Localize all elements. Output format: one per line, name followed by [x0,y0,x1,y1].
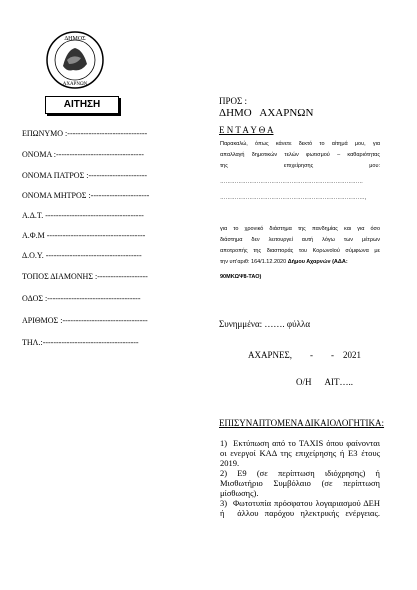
field-street: ΟΔΟΣ :----------------------------------- [22,294,141,303]
paragraph-request [220,139,380,204]
field-name: ΟΝΟΜΑ :--------------------------------- [22,150,144,159]
field-tax-office: Δ.Ο.Υ. ------------------------------------ [22,251,142,260]
para1-line: Παρακαλώ, όπως κάνετε δεκτό το αίτημά μου, για [220,141,380,147]
field-surname: ΕΠΩΝΥΜΟ :------------------------------ [22,129,148,138]
decision-code: 90ΜΚΩΨ8-ΤΑΟ) [220,274,262,280]
place-date: ΑΧΑΡΝΕΣ, - - 2021 [248,350,361,360]
municipality-seal [45,30,105,90]
document-item: μίσθωσης). [220,488,259,498]
document-item: 3) Φωτοτυπία πρόσφατου λογαριασμού ΔΕΗ [220,498,380,508]
field-tax-number: Α.Φ.Μ ------------------------------------- [22,231,146,240]
document-item: Μισθωτήριο Συμβόλαιο (σε περίπτωση [220,478,380,488]
document-item: 2019. [220,458,240,468]
field-mother-name: ΟΝΟΜΑ ΜΗΤΡΟΣ :---------------------- [22,191,150,200]
document-item: 2) Ε9 (σε περίπτωση ιδιόχρησης) ή [220,468,380,478]
para1-line: της επιχείρησης μου: [220,163,380,169]
entautha-heading: Ε Ν Τ Α Υ Θ Α [219,125,274,135]
documents-heading: ΕΠΙΣΥΝΑΠΤΟΜΕΝΑ ΔΙΚΑΙΟΛΟΓΗΤΙΚΑ: [219,418,385,428]
recipient: ΔΗΜΟ ΑΧΑΡΝΩΝ [219,107,314,119]
field-number: ΑΡΙΘΜΟΣ :-------------------------------- [22,316,148,325]
signature-line: Ο/Η ΑΙΤ….. [296,377,353,387]
para2-line: διάστημα δεν λειτουργεί αυτή λόγω των μέτρων [220,237,380,243]
seal-top-text: ΔΗΜΟΣ [64,36,86,42]
field-residence: ΤΟΠΟΣ ΔΙΑΜΟΝΗΣ :------------------- [22,272,148,281]
document-item: ή άλλου παρόχου ηλεκτρικής ενέργειας. [220,508,380,518]
seal-bottom-text: ΑΧΑΡΝΩΝ [62,82,88,87]
request-title: ΑΙΤΗΣΗ [45,96,119,114]
decision-bold: Δήμου Αχαρνών (ΑΔΑ: [287,259,348,265]
document-item: 1) Εκτύπωση από το TAXIS όπου φαίνονται [220,438,380,448]
para1-line: απαλλαγή δημοτικών τελών φωτισμού – καθαριότητας [220,152,380,158]
para2-line: αποτροπής της διασποράς του Κορωνοϊού σύμφωνα με [220,248,380,254]
documents-list [220,438,380,518]
attached-pages: Συνημμένα: ……. φύλλα [219,319,311,329]
para1-line: …………………………………………………………………… [220,179,363,185]
para1-line: ……………………………………………………………………., [220,195,367,201]
field-id-card: Α.Δ.Τ. ------------------------------------- [22,211,144,220]
document-item: οι ενεργοί ΚΑΔ της επιχείρησης ή Ε3 έτους [220,448,380,458]
para2-line: για το χρονικό διάστημα της πανδημίας και για όσο [220,226,380,232]
to-label: ΠΡΟΣ : [219,96,247,106]
paragraph-period [220,224,380,283]
field-father-name: ΟΝΟΜΑ ΠΑΤΡΟΣ :---------------------- [22,171,148,180]
para2-line: την υπ'αριθ: 164/1.12.2020 [220,259,288,265]
field-phone: ΤΗΛ.:------------------------------------ [22,338,139,347]
